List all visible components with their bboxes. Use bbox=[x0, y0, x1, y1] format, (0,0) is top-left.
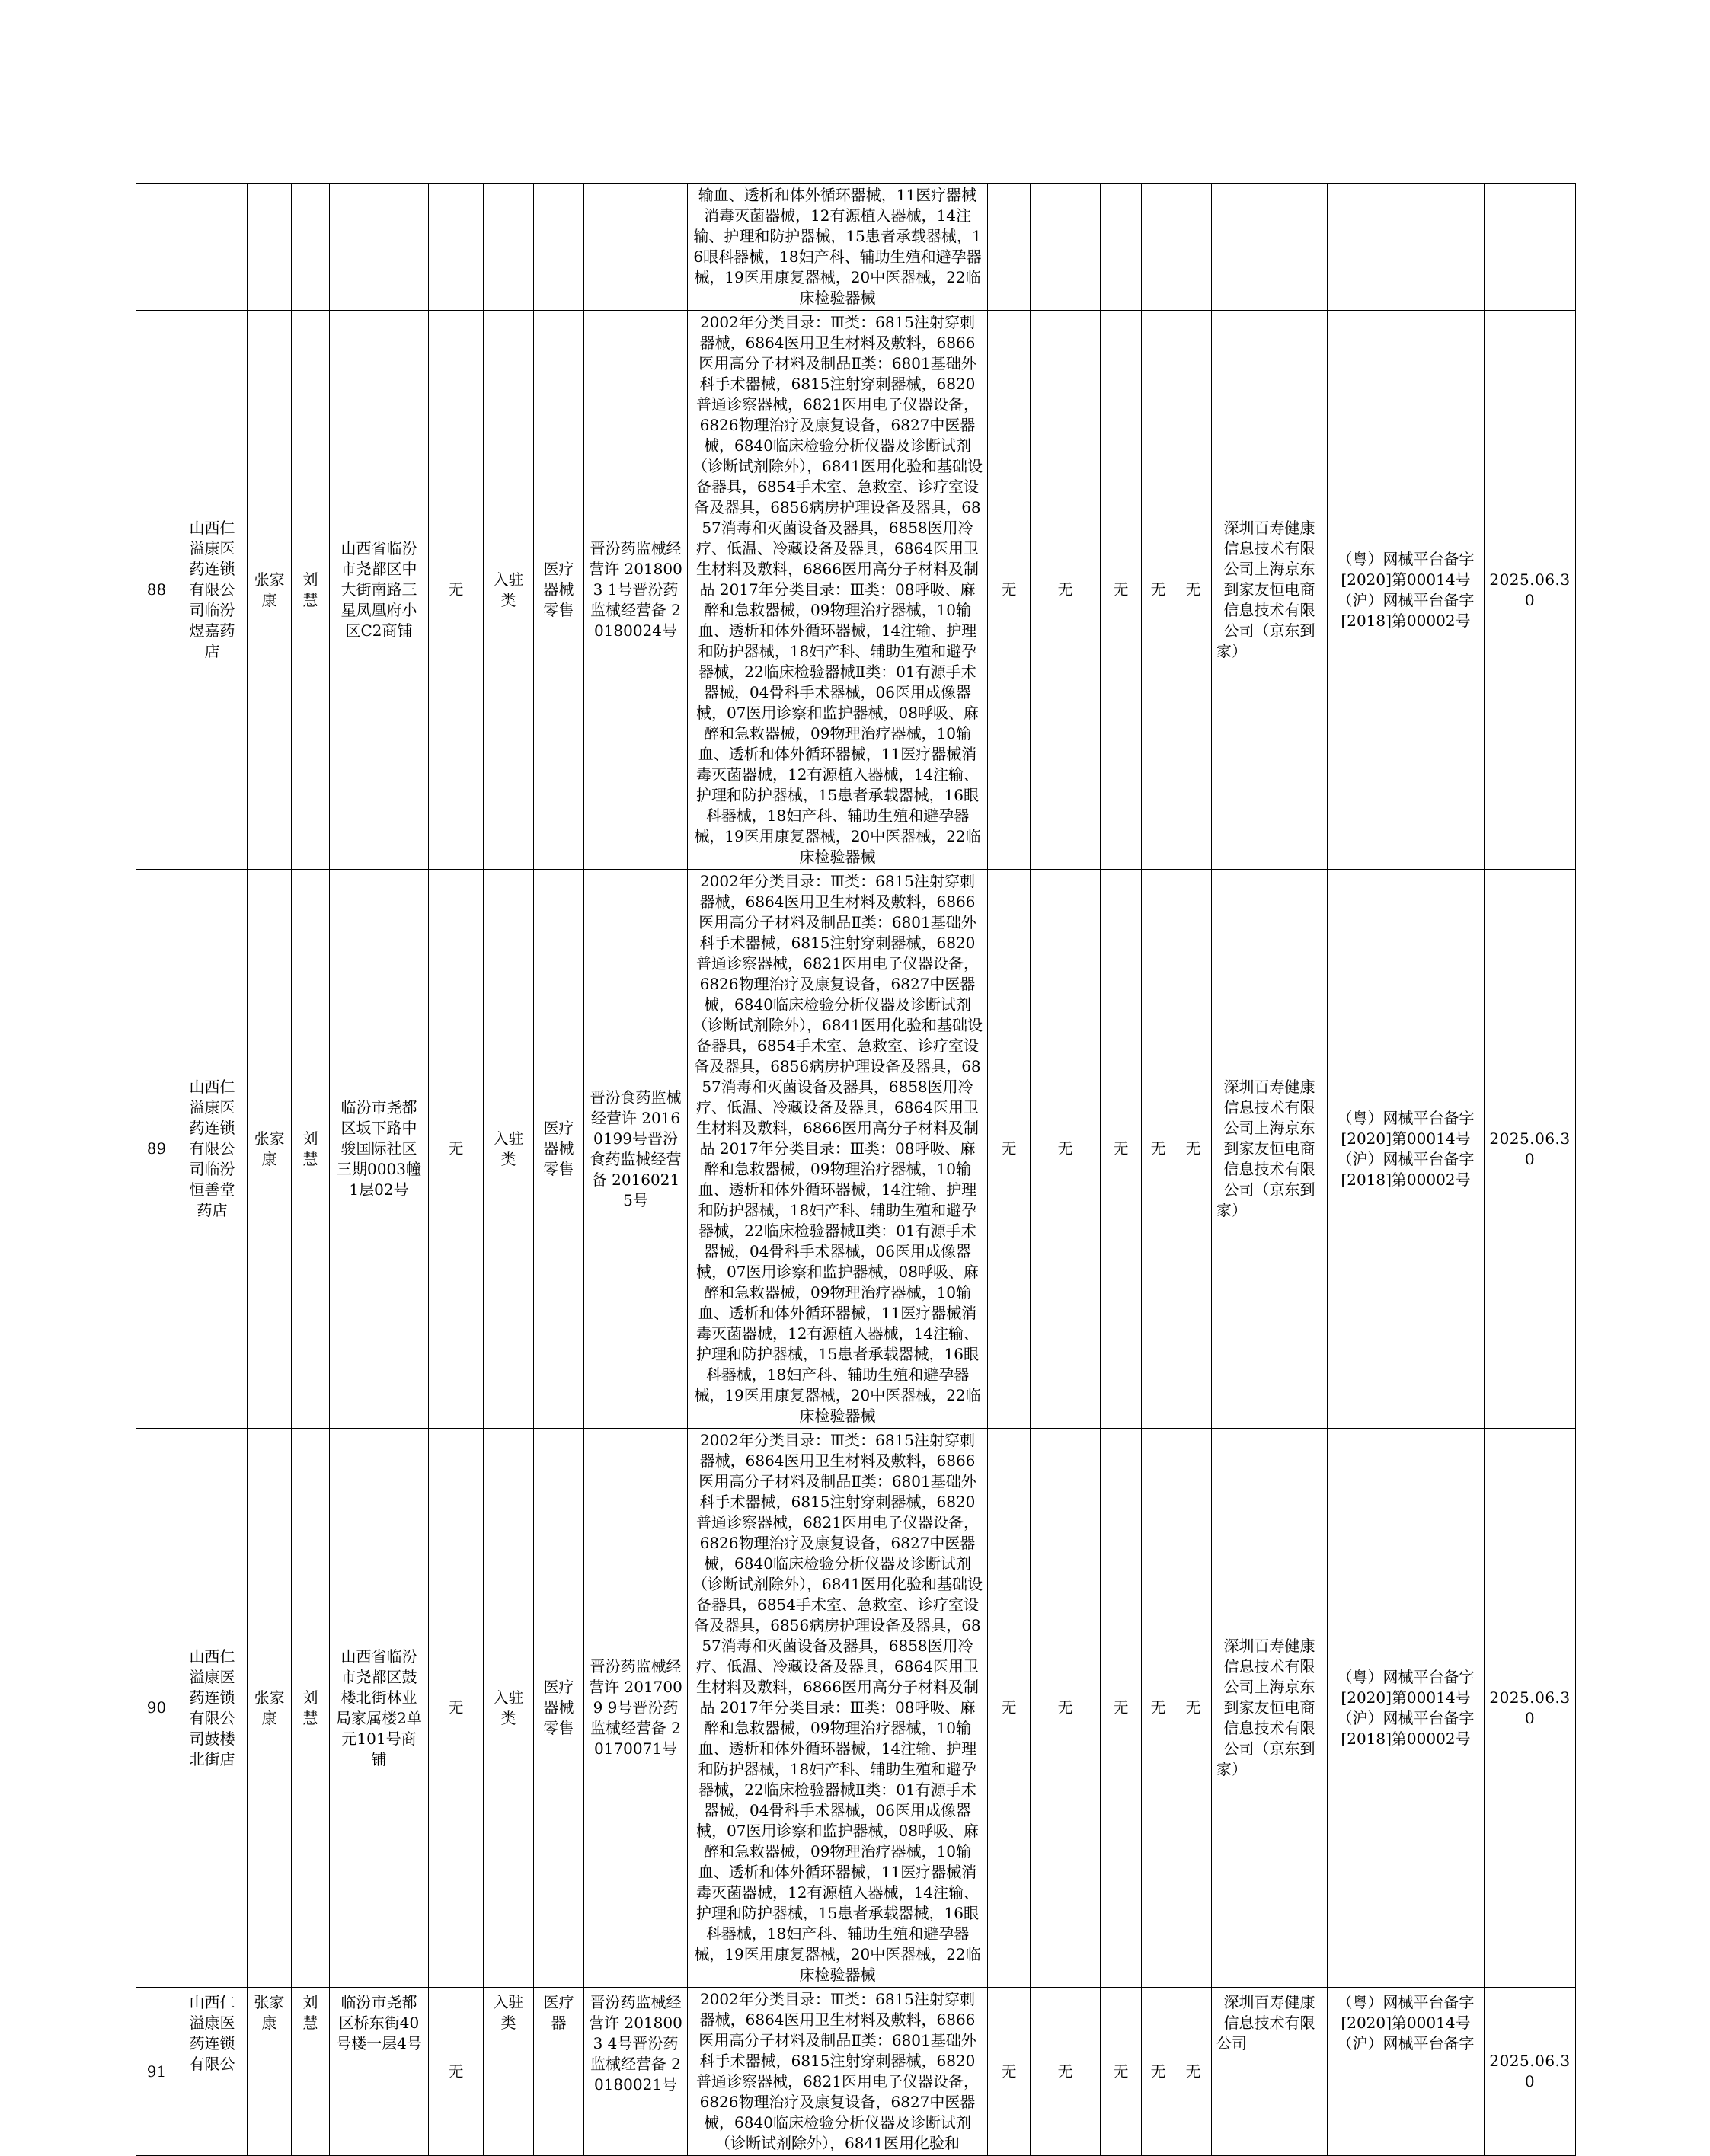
none-value: 无 bbox=[429, 870, 484, 1429]
record-date: 2025.06.30 bbox=[1485, 1988, 1576, 2156]
cell-empty bbox=[484, 184, 534, 311]
table-row bbox=[136, 1988, 1576, 2156]
cell-empty bbox=[1101, 184, 1142, 311]
business-scope-continued: 输血、透析和体外循环器械，11医疗器械消毒灭菌器械，12有源植入器械，14注输、护理和防护器械，15患者承载器械，16眼科器械，18妇产科、辅助生殖和避孕器械，19医用康复器械，20中医器械，22临床检验器械 bbox=[688, 184, 988, 311]
cell-empty bbox=[988, 184, 1031, 311]
cell-empty bbox=[136, 184, 177, 311]
quality-manager: 刘慧 bbox=[292, 870, 330, 1429]
none-value: 无 bbox=[429, 1988, 484, 2156]
business-address: 临汾市尧都区坂下路中骏国际社区三期0003幢1层02号 bbox=[330, 870, 429, 1429]
business-address: 山西省临汾市尧都区鼓楼北街林业局家属楼2单元101号商铺 bbox=[330, 1429, 429, 1988]
none-value: 无 bbox=[1142, 1988, 1175, 2156]
none-value: 无 bbox=[429, 311, 484, 870]
none-value: 无 bbox=[1101, 311, 1142, 870]
registry-table-page bbox=[136, 183, 1575, 2152]
company-name: 山西仁溢康医药连锁有限公 bbox=[177, 1988, 248, 2156]
quality-manager: 刘慧 bbox=[292, 311, 330, 870]
quality-manager: 刘慧 bbox=[292, 1988, 330, 2156]
cell-empty bbox=[1031, 184, 1101, 311]
legal-representative: 张家康 bbox=[248, 870, 292, 1429]
business-mode: 医疗器械零售 bbox=[534, 1429, 584, 1988]
cell-empty bbox=[1212, 184, 1328, 311]
business-scope: 2002年分类目录：Ⅲ类：6815注射穿刺器械，6864医用卫生材料及敷料，6866医用高分子材料及制品Ⅱ类：6801基础外科手术器械，6815注射穿刺器械，6820普通诊察器械，6821医用电子仪器设备，6826物理治疗及康复设备，6827中医器械，6840临床检验分析仪器及诊断试剂（诊断试剂除外），6841医用化验和基础设备器具，6854手术室、急救室、诊疗室设备及器具，6856病房护理设备及器具，6857消毒和灭菌设备及器具，6858医用冷疗、低温、冷藏设备及器具，6864医用卫生材料及敷料，6866医用高分子材料及制品 2017年分类目录：Ⅲ类：08呼吸、麻醉和急救器械，09物理治疗器械，10输血、透析和体外循环器械，14注输、护理和防护器械，18妇产科、辅助生殖和避孕器械，22临床检验器械Ⅱ类：01有源手术器械，04骨科手术器械，06医用成像器械，07医用诊察和监护器械，08呼吸、麻醉和急救器械，09物理治疗器械，10输血、透析和体外循环器械，11医疗器械消毒灭菌器械，12有源植入器械，14注输、护理和防护器械，15患者承载器械，16眼科器械，18妇产科、辅助生殖和避孕器械，19医用康复器械，20中医器械，22临床检验器械 bbox=[688, 870, 988, 1429]
table-row bbox=[136, 1429, 1576, 1988]
platform-name: 深圳百寿健康信息技术有限公司 bbox=[1212, 1988, 1328, 2156]
none-value: 无 bbox=[1101, 870, 1142, 1429]
business-address: 山西省临汾市尧都区中大街南路三星凤凰府小区C2商铺 bbox=[330, 311, 429, 870]
none-value: 无 bbox=[1142, 1429, 1175, 1988]
platform-record-number: （粤）网械平台备字[2020]第00014号（沪）网械平台备字[2018]第00002号 bbox=[1328, 870, 1485, 1429]
none-value: 无 bbox=[1142, 870, 1175, 1429]
business-mode: 医疗器 bbox=[534, 1988, 584, 2156]
license-number: 晋汾药监械经营许 2018003 1号晋汾药监械经营备 20180024号 bbox=[584, 311, 688, 870]
business-scope: 2002年分类目录：Ⅲ类：6815注射穿刺器械，6864医用卫生材料及敷料，6866医用高分子材料及制品Ⅱ类：6801基础外科手术器械，6815注射穿刺器械，6820普通诊察器械，6821医用电子仪器设备，6826物理治疗及康复设备，6827中医器械，6840临床检验分析仪器及诊断试剂（诊断试剂除外），6841医用化验和基础设备器具，6854手术室、急救室、诊疗室设备及器具，6856病房护理设备及器具，6857消毒和灭菌设备及器具，6858医用冷疗、低温、冷藏设备及器具，6864医用卫生材料及敷料，6866医用高分子材料及制品 2017年分类目录：Ⅲ类：08呼吸、麻醉和急救器械，09物理治疗器械，10输血、透析和体外循环器械，14注输、护理和防护器械，18妇产科、辅助生殖和避孕器械，22临床检验器械Ⅱ类：01有源手术器械，04骨科手术器械，06医用成像器械，07医用诊察和监护器械，08呼吸、麻醉和急救器械，09物理治疗器械，10输血、透析和体外循环器械，11医疗器械消毒灭菌器械，12有源植入器械，14注输、护理和防护器械，15患者承载器械，16眼科器械，18妇产科、辅助生殖和避孕器械，19医用康复器械，20中医器械，22临床检验器械 bbox=[688, 311, 988, 870]
business-scope: 2002年分类目录：Ⅲ类：6815注射穿刺器械，6864医用卫生材料及敷料，6866医用高分子材料及制品Ⅱ类：6801基础外科手术器械，6815注射穿刺器械，6820普通诊察器械，6821医用电子仪器设备，6826物理治疗及康复设备，6827中医器械，6840临床检验分析仪器及诊断试剂（诊断试剂除外），6841医用化验和 bbox=[688, 1988, 988, 2156]
platform-name: 深圳百寿健康信息技术有限公司上海京东到家友恒电商信息技术有限公司（京东到家） bbox=[1212, 870, 1328, 1429]
business-mode: 医疗器械零售 bbox=[534, 870, 584, 1429]
business-address: 临汾市尧都区桥东街40号楼一层4号 bbox=[330, 1988, 429, 2156]
registration-type: 入驻类 bbox=[484, 311, 534, 870]
cell-empty bbox=[534, 184, 584, 311]
registration-type: 入驻类 bbox=[484, 870, 534, 1429]
record-date: 2025.06.30 bbox=[1485, 311, 1576, 870]
record-date: 2025.06.30 bbox=[1485, 870, 1576, 1429]
cell-empty bbox=[1328, 184, 1485, 311]
registration-type: 入驻类 bbox=[484, 1429, 534, 1988]
license-number: 晋汾食药监械经营许 20160199号晋汾食药监械经营备 20160215号 bbox=[584, 870, 688, 1429]
none-value: 无 bbox=[988, 1988, 1031, 2156]
cell-empty bbox=[292, 184, 330, 311]
none-value: 无 bbox=[1175, 311, 1212, 870]
row-number: 89 bbox=[136, 870, 177, 1429]
none-value: 无 bbox=[1175, 1988, 1212, 2156]
platform-record-number: （粤）网械平台备字[2020]第00014号（沪）网械平台备字[2018]第00002号 bbox=[1328, 1429, 1485, 1988]
none-value: 无 bbox=[988, 311, 1031, 870]
none-value: 无 bbox=[1175, 1429, 1212, 1988]
license-number: 晋汾药监械经营许 2018003 4号晋汾药监械经营备 20180021号 bbox=[584, 1988, 688, 2156]
cell-empty bbox=[248, 184, 292, 311]
company-name: 山西仁溢康医药连锁有限公司鼓楼北街店 bbox=[177, 1429, 248, 1988]
table-row-continued bbox=[136, 184, 1576, 311]
quality-manager: 刘慧 bbox=[292, 1429, 330, 1988]
none-value: 无 bbox=[1175, 870, 1212, 1429]
cell-empty bbox=[429, 184, 484, 311]
row-number: 90 bbox=[136, 1429, 177, 1988]
legal-representative: 张家康 bbox=[248, 311, 292, 870]
cell-empty bbox=[1175, 184, 1212, 311]
cell-empty bbox=[330, 184, 429, 311]
table-row bbox=[136, 311, 1576, 870]
cell-empty bbox=[584, 184, 688, 311]
none-value: 无 bbox=[1031, 870, 1101, 1429]
record-date: 2025.06.30 bbox=[1485, 1429, 1576, 1988]
cell-empty bbox=[1142, 184, 1175, 311]
legal-representative: 张家康 bbox=[248, 1429, 292, 1988]
registration-type: 入驻类 bbox=[484, 1988, 534, 2156]
platform-name: 深圳百寿健康信息技术有限公司上海京东到家友恒电商信息技术有限公司（京东到家） bbox=[1212, 1429, 1328, 1988]
license-number: 晋汾药监械经营许 2017009 9号晋汾药监械经营备 20170071号 bbox=[584, 1429, 688, 1988]
none-value: 无 bbox=[1101, 1988, 1142, 2156]
company-name: 山西仁溢康医药连锁有限公司临汾煜嘉药店 bbox=[177, 311, 248, 870]
none-value: 无 bbox=[1031, 311, 1101, 870]
platform-record-number: （粤）网械平台备字[2020]第00014号（沪）网械平台备字 bbox=[1328, 1988, 1485, 2156]
company-name: 山西仁溢康医药连锁有限公司临汾恒善堂药店 bbox=[177, 870, 248, 1429]
platform-record-number: （粤）网械平台备字[2020]第00014号（沪）网械平台备字[2018]第00002号 bbox=[1328, 311, 1485, 870]
registry-table bbox=[136, 183, 1576, 2156]
none-value: 无 bbox=[1031, 1429, 1101, 1988]
table-row bbox=[136, 870, 1576, 1429]
none-value: 无 bbox=[1142, 311, 1175, 870]
legal-representative: 张家康 bbox=[248, 1988, 292, 2156]
row-number: 88 bbox=[136, 311, 177, 870]
cell-empty bbox=[1485, 184, 1576, 311]
business-scope: 2002年分类目录：Ⅲ类：6815注射穿刺器械，6864医用卫生材料及敷料，6866医用高分子材料及制品Ⅱ类：6801基础外科手术器械，6815注射穿刺器械，6820普通诊察器械，6821医用电子仪器设备，6826物理治疗及康复设备，6827中医器械，6840临床检验分析仪器及诊断试剂（诊断试剂除外），6841医用化验和基础设备器具，6854手术室、急救室、诊疗室设备及器具，6856病房护理设备及器具，6857消毒和灭菌设备及器具，6858医用冷疗、低温、冷藏设备及器具，6864医用卫生材料及敷料，6866医用高分子材料及制品 2017年分类目录：Ⅲ类：08呼吸、麻醉和急救器械，09物理治疗器械，10输血、透析和体外循环器械，14注输、护理和防护器械，18妇产科、辅助生殖和避孕器械，22临床检验器械Ⅱ类：01有源手术器械，04骨科手术器械，06医用成像器械，07医用诊察和监护器械，08呼吸、麻醉和急救器械，09物理治疗器械，10输血、透析和体外循环器械，11医疗器械消毒灭菌器械，12有源植入器械，14注输、护理和防护器械，15患者承载器械，16眼科器械，18妇产科、辅助生殖和避孕器械，19医用康复器械，20中医器械，22临床检验器械 bbox=[688, 1429, 988, 1988]
business-mode: 医疗器械零售 bbox=[534, 311, 584, 870]
none-value: 无 bbox=[988, 870, 1031, 1429]
row-number: 91 bbox=[136, 1988, 177, 2156]
none-value: 无 bbox=[429, 1429, 484, 1988]
platform-name: 深圳百寿健康信息技术有限公司上海京东到家友恒电商信息技术有限公司（京东到家） bbox=[1212, 311, 1328, 870]
none-value: 无 bbox=[988, 1429, 1031, 1988]
cell-empty bbox=[177, 184, 248, 311]
none-value: 无 bbox=[1101, 1429, 1142, 1988]
none-value: 无 bbox=[1031, 1988, 1101, 2156]
